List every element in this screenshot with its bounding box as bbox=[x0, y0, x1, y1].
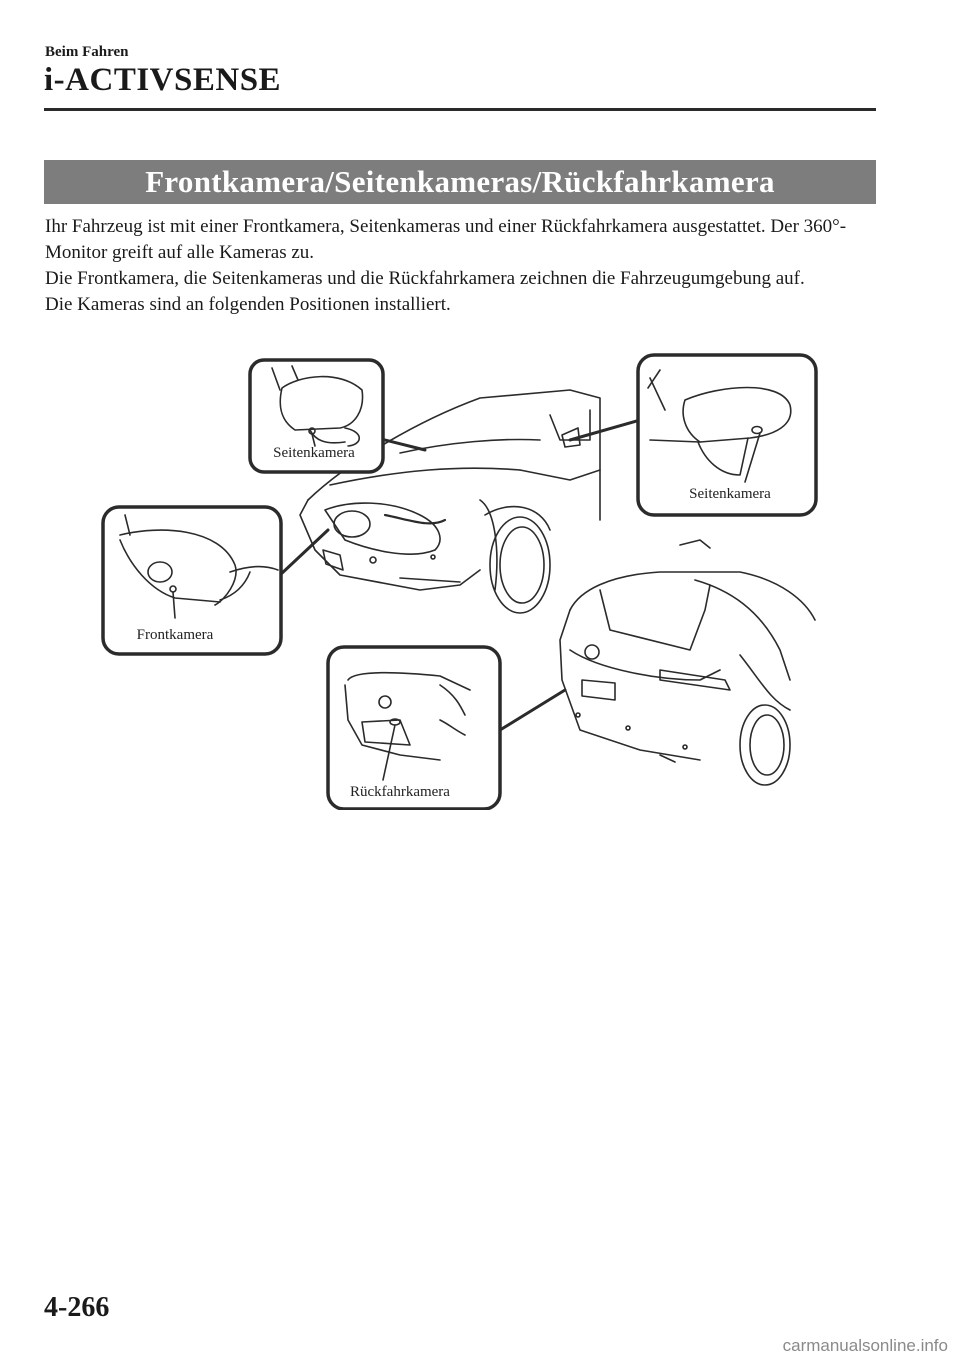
figure-label-seitenkamera-left: Seitenkamera bbox=[273, 445, 355, 461]
watermark: carmanualsonline.info bbox=[782, 1336, 948, 1355]
section-heading-bar bbox=[44, 160, 876, 204]
rear-camera-inset bbox=[328, 647, 565, 809]
camera-position-figure bbox=[100, 350, 820, 810]
paragraph: Die Kameras sind an folgenden Positionen installiert. bbox=[45, 294, 451, 315]
section-label: Beim Fahren bbox=[45, 44, 129, 60]
chapter-title: i-ACTIVSENSE bbox=[44, 62, 282, 98]
page-number: 4-266 bbox=[44, 1292, 110, 1323]
side-mirror-inset-right bbox=[570, 355, 816, 515]
paragraph: Ihr Fahrzeug ist mit einer Frontkamera, Seitenkameras und einer Rückfahrkamera ausgestattet. Der 360°-Monitor greift auf alle Kameras zu. bbox=[45, 216, 847, 263]
figure-label-frontkamera: Frontkamera bbox=[136, 627, 214, 643]
paragraph: Die Frontkamera, die Seitenkameras und die Rückfahrkamera zeichnen die Fahrzeugumgebung auf. bbox=[45, 268, 805, 289]
section-heading: Frontkamera/Seitenkameras/Rückfahrkamera bbox=[145, 164, 775, 199]
figure-label-rueckfahrkamera: Rückfahrkamera bbox=[350, 784, 450, 800]
chapter-rule bbox=[44, 108, 876, 111]
rear-car-illustration bbox=[560, 540, 815, 785]
figure-label-seitenkamera-right: Seitenkamera bbox=[689, 486, 771, 502]
body-text bbox=[45, 214, 875, 318]
front-camera-inset bbox=[103, 507, 328, 654]
side-mirror-inset-left bbox=[250, 360, 425, 472]
